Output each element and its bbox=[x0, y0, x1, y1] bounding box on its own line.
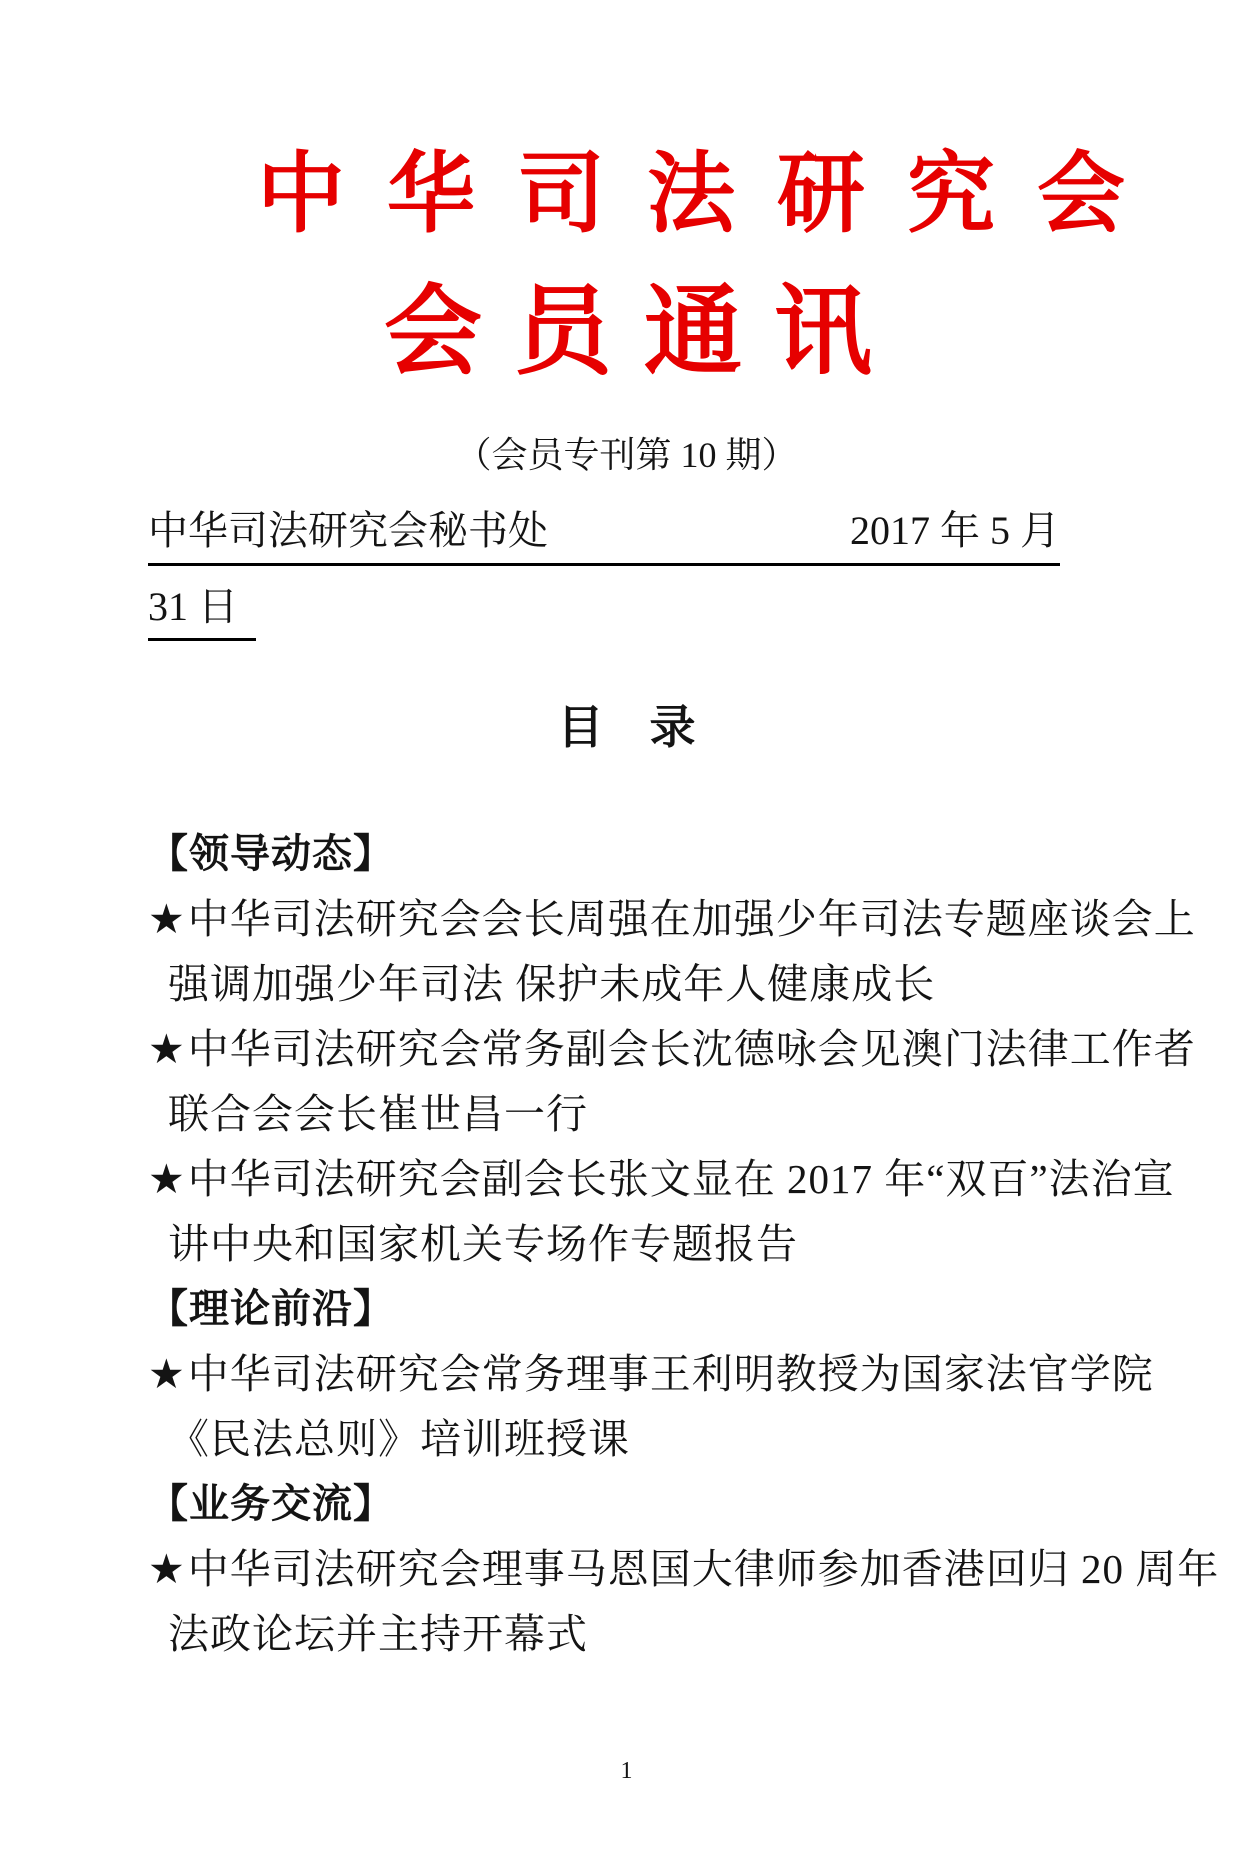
toc-section-header-exchange: 【业务交流】 bbox=[148, 1482, 394, 1526]
toc-section-header-leadership: 【领导动态】 bbox=[148, 832, 394, 876]
toc-title: 目 录 bbox=[557, 701, 696, 753]
toc-entry-text: 中华司法研究会副会长张文显在 2017 年“双百”法治宣 bbox=[187, 1156, 1175, 1202]
toc-entry-continuation: 讲中央和国家机关专场作专题报告 bbox=[168, 1221, 798, 1267]
issuer-date-row bbox=[148, 508, 1060, 566]
toc-entry bbox=[148, 887, 1196, 952]
toc-entry-continuation: 法政论坛并主持开幕式 bbox=[168, 1611, 588, 1657]
issue-subtitle: （会员专刊第 10 期） bbox=[455, 435, 798, 475]
toc-entry bbox=[148, 1342, 1154, 1407]
page-number: 1 bbox=[620, 1758, 633, 1784]
star-icon: ★ bbox=[148, 896, 186, 942]
toc-entry-continuation: 《民法总则》培训班授课 bbox=[168, 1416, 630, 1462]
issuer-name: 中华司法研究会秘书处 bbox=[148, 508, 548, 553]
toc-entry bbox=[148, 1017, 1196, 1082]
issue-date: 2017 年 5 月 bbox=[850, 508, 1060, 553]
toc-entry-continuation: 联合会会长崔世昌一行 bbox=[168, 1091, 588, 1137]
issue-date-continuation: 31 日 bbox=[148, 584, 256, 641]
toc-section-header-theory: 【理论前沿】 bbox=[148, 1287, 394, 1331]
star-icon: ★ bbox=[148, 1156, 186, 1202]
org-title: 中华司法研究会 bbox=[257, 147, 1168, 244]
toc-entry-text: 中华司法研究会会长周强在加强少年司法专题座谈会上 bbox=[187, 896, 1196, 942]
table-of-contents bbox=[148, 822, 1220, 1667]
star-icon: ★ bbox=[148, 1546, 186, 1592]
star-icon: ★ bbox=[148, 1351, 186, 1397]
star-icon: ★ bbox=[148, 1026, 186, 1072]
toc-entry-text: 中华司法研究会常务副会长沈德咏会见澳门法律工作者 bbox=[187, 1026, 1196, 1072]
toc-entry bbox=[148, 1537, 1220, 1602]
toc-entry-text: 中华司法研究会常务理事王利明教授为国家法官学院 bbox=[187, 1351, 1154, 1397]
toc-entry bbox=[148, 1147, 1175, 1212]
newsletter-title: 会员通讯 bbox=[384, 279, 905, 387]
toc-entry-continuation: 强调加强少年司法 保护未成年人健康成长 bbox=[168, 961, 936, 1007]
toc-entry-text: 中华司法研究会理事马恩国大律师参加香港回归 20 周年 bbox=[187, 1546, 1220, 1592]
